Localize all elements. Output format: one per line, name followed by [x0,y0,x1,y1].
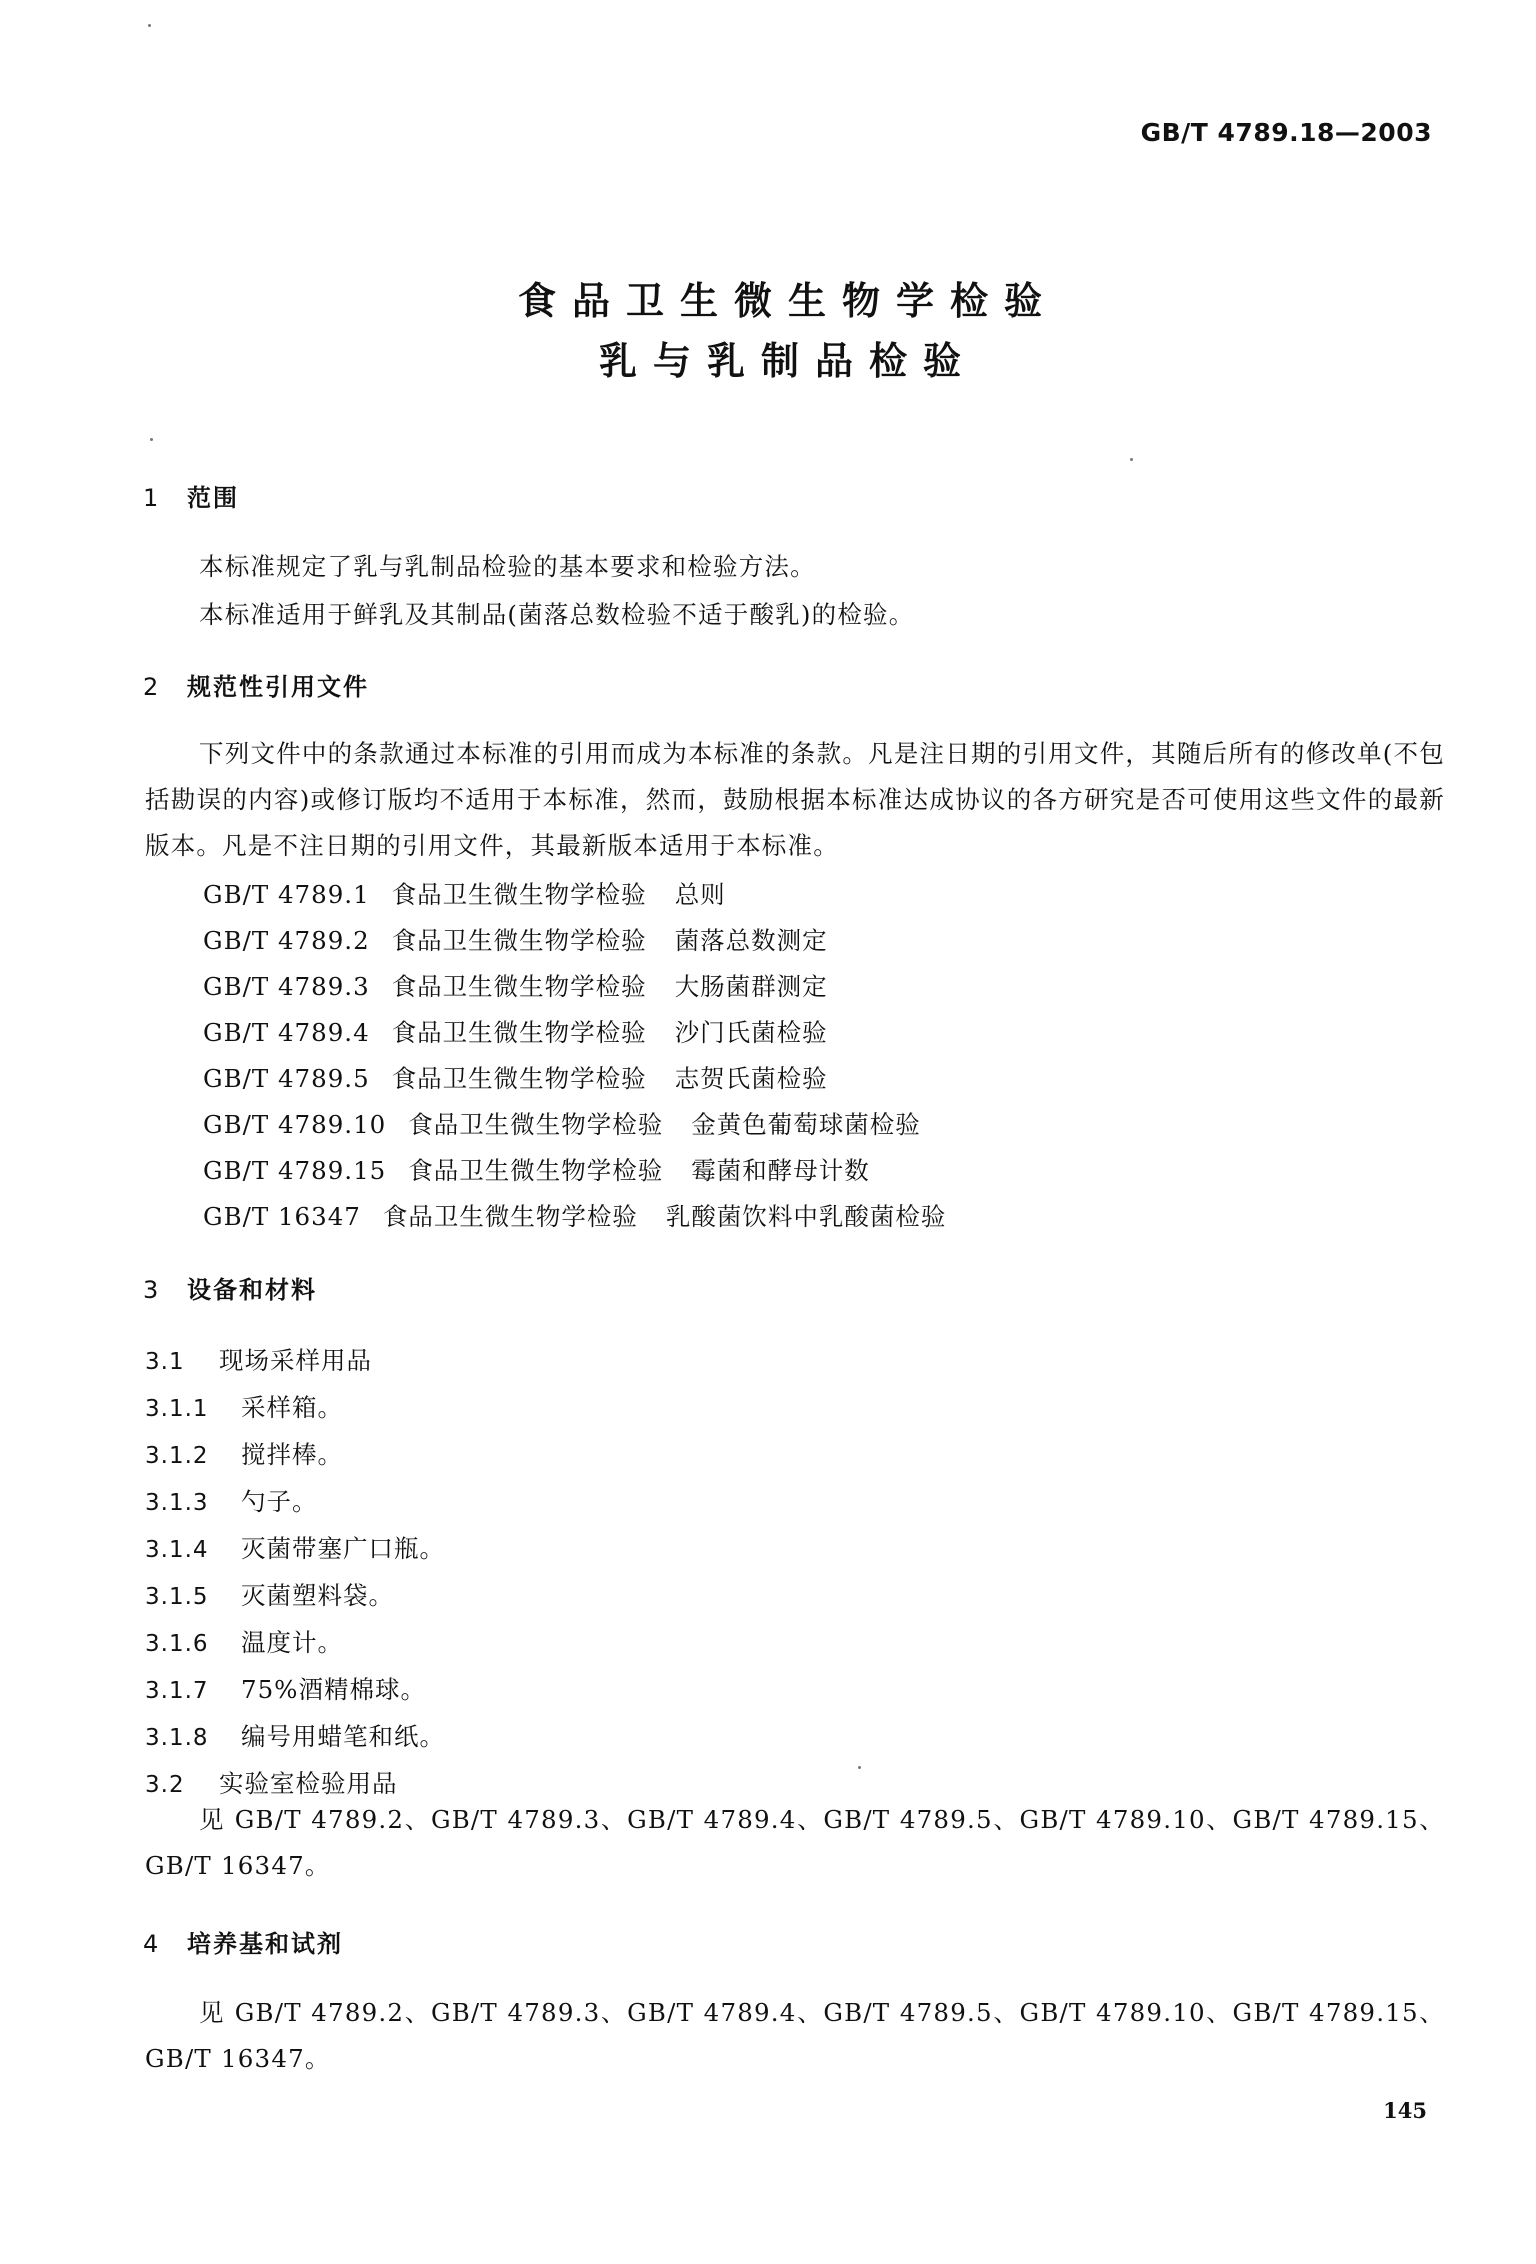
section-3-heading [143,1270,317,1305]
list-item [145,1577,394,1612]
title-line-2: 乳与乳制品检验 [598,339,977,383]
subsection-3-2 [145,1765,398,1800]
list-item [145,1671,426,1706]
reference-subtitle: 沙门氏菌检验 [674,1018,828,1047]
reference-title: 食品卫生微生物学检验 [391,972,647,1001]
section-title: 范围 [187,484,239,512]
section-4-heading [143,1924,343,1959]
item-number: 3.1.7 [145,1678,209,1704]
normative-references-paragraph: 下列文件中的条款通过本标准的引用而成为本标准的条款。凡是注日期的引用文件，其随后所有的修改单(不包括勘误的内容)或修订版均不适用于本标准，然而，鼓励根据本标准达成协议的各方研究是否可使用这些文件的最新版本。凡是不注日期的引用文件，其最新版本适用于本标准。 [145,739,1445,860]
list-item [145,1483,318,1518]
reference-subtitle: 大肠菌群测定 [674,972,828,1001]
reference-code: GB/T 4789.2 [203,926,370,955]
reference-title: 食品卫生微生物学检验 [391,880,647,909]
reference-code: GB/T 16347 [203,1202,361,1231]
item-text: 温度计。 [241,1628,343,1657]
item-number: 3.1.6 [145,1631,209,1657]
reference-subtitle: 总则 [674,880,726,909]
reference-subtitle: 志贺氏菌检验 [674,1064,828,1093]
reference-code: GB/T 4789.10 [203,1110,387,1139]
reference-code: GB/T 4789.1 [203,880,370,909]
scan-speck [150,438,153,441]
page-number: 145 [1383,2098,1427,2123]
section-1-heading [143,478,239,513]
standard-code: GB/T 4789.18—2003 [1140,118,1432,147]
reference-code: GB/T 4789.5 [203,1064,370,1093]
item-number: 3.1.8 [145,1725,209,1751]
reference-title: 食品卫生微生物学检验 [408,1156,664,1185]
subsection-3-1 [145,1342,372,1377]
reference-item [203,1014,828,1049]
item-number: 3.2 [145,1772,185,1798]
reference-subtitle: 金黄色葡萄球菌检验 [691,1110,921,1139]
reference-title: 食品卫生微生物学检验 [391,926,647,955]
reference-subtitle: 菌落总数测定 [674,926,828,955]
section-2-heading [143,667,369,702]
item-text: 编号用蜡笔和纸。 [241,1722,445,1751]
title-line-1: 食品卫生微生物学检验 [517,279,1058,323]
reference-title: 食品卫生微生物学检验 [391,1064,647,1093]
section-title: 培养基和试剂 [187,1930,343,1958]
reference-title: 食品卫生微生物学检验 [391,1018,647,1047]
section-number: 3 [143,1276,161,1304]
section-number: 2 [143,673,161,701]
scope-paragraph-2: 本标准适用于鲜乳及其制品(菌落总数检验不适于酸乳)的检验。 [199,600,915,629]
reference-item [203,1198,946,1233]
reference-title: 食品卫生微生物学检验 [382,1202,638,1231]
reference-code: GB/T 4789.3 [203,972,370,1001]
section-number: 1 [143,484,161,512]
item-text: 现场采样用品 [219,1346,372,1375]
item-text: 75%酒精棉球。 [241,1675,426,1704]
item-number: 3.1.2 [145,1443,209,1469]
section-title: 设备和材料 [187,1276,317,1304]
item-text: 实验室检验用品 [219,1769,398,1798]
list-item [145,1530,445,1565]
item-text: 勺子。 [241,1487,318,1516]
scan-speck [148,24,151,27]
reference-item [203,922,828,957]
reference-subtitle: 霉菌和酵母计数 [691,1156,870,1185]
reference-title: 食品卫生微生物学检验 [408,1110,664,1139]
reference-item [203,1106,921,1141]
list-item [145,1718,445,1753]
item-number: 3.1.3 [145,1490,209,1516]
item-text: 搅拌棒。 [241,1440,343,1469]
list-item [145,1624,343,1659]
reference-code: GB/T 4789.4 [203,1018,370,1047]
reference-code: GB/T 4789.15 [203,1156,387,1185]
section-number: 4 [143,1930,161,1958]
item-text: 采样箱。 [241,1393,343,1422]
item-number: 3.1 [145,1349,185,1375]
list-item [145,1436,343,1471]
scan-speck [858,1766,861,1769]
reference-subtitle: 乳酸菌饮料中乳酸菌检验 [665,1202,947,1231]
item-number: 3.1.4 [145,1537,209,1563]
lab-supplies-paragraph: 见 GB/T 4789.2、GB/T 4789.3、GB/T 4789.4、GB/T 4789.5、GB/T 4789.10、GB/T 4789.15、GB/T 16347。 [145,1805,1445,1880]
reference-item [203,1060,828,1095]
list-item [145,1389,343,1424]
item-number: 3.1.5 [145,1584,209,1610]
reference-item [203,968,828,1003]
media-reagents-paragraph: 见 GB/T 4789.2、GB/T 4789.3、GB/T 4789.4、GB/T 4789.5、GB/T 4789.10、GB/T 4789.15、GB/T 16347。 [145,1998,1445,2073]
item-text: 灭菌塑料袋。 [241,1581,394,1610]
reference-item [203,1152,870,1187]
section-title: 规范性引用文件 [187,673,369,701]
reference-item [203,876,726,911]
item-number: 3.1.1 [145,1396,209,1422]
scan-speck [1130,458,1133,461]
scope-paragraph-1: 本标准规定了乳与乳制品检验的基本要求和检验方法。 [199,552,816,581]
item-text: 灭菌带塞广口瓶。 [241,1534,445,1563]
